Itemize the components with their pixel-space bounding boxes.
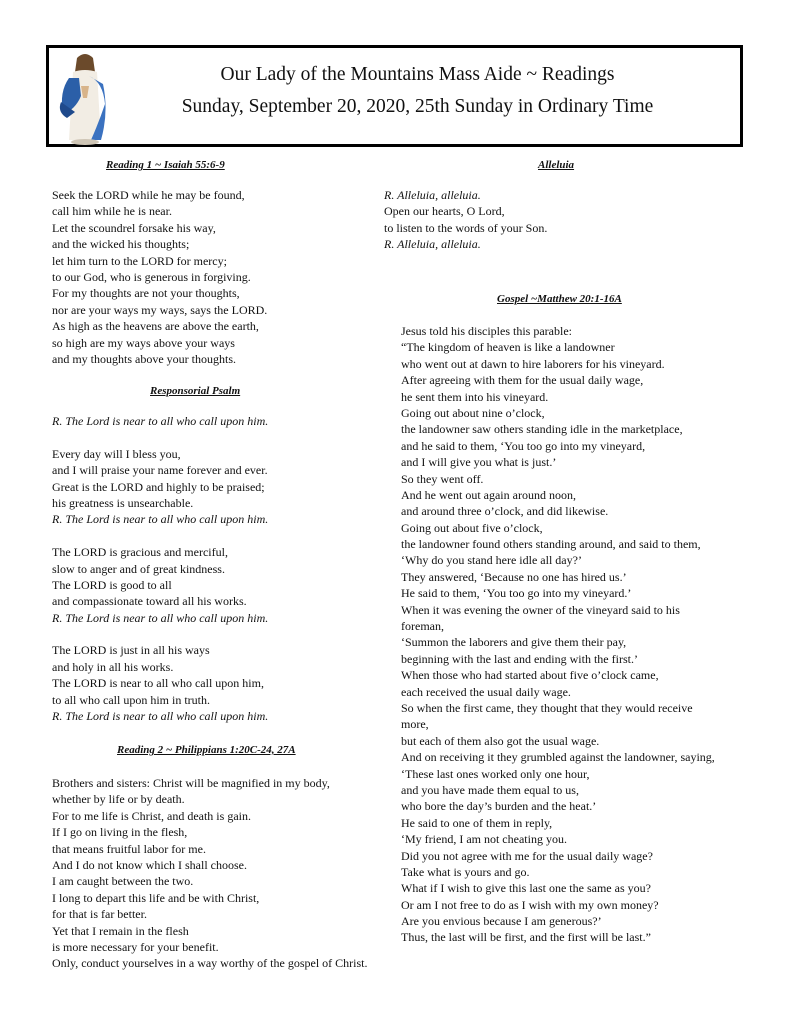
reading2-line: for that is far better.	[52, 907, 147, 922]
gospel-line: When those who had started about five o’clock came,	[401, 668, 659, 683]
page-title: Our Lady of the Mountains Mass Aide ~ Readings	[220, 64, 615, 85]
psalm-line: and I will praise your name forever and ever.	[52, 463, 268, 478]
gospel-line: Or am I not free to do as I wish with my own money?	[401, 897, 659, 912]
header-box	[46, 45, 743, 147]
alleluia-response: R. Alleluia, alleluia.	[384, 237, 481, 252]
gospel-line: Going out about five o’clock,	[401, 520, 543, 535]
gospel-heading: Gospel ~Matthew 20:1-16A	[497, 293, 622, 305]
psalm-line: slow to anger and of great kindness.	[52, 561, 225, 576]
reading2-line: I long to depart this life and be with Christ,	[52, 890, 260, 905]
reading2-line: I am caught between the two.	[52, 874, 194, 889]
psalm-line: Great is the LORD and highly to be praised;	[52, 479, 265, 494]
gospel-line: but each of them also got the usual wage.	[401, 733, 600, 748]
reading1-line: nor are your ways my ways, says the LORD.	[52, 302, 268, 317]
gospel-line: who went out at dawn to hire laborers for his vineyard.	[401, 356, 665, 371]
psalm-text	[52, 413, 268, 724]
gospel-line: beginning with the last and ending with the first.’	[401, 651, 638, 666]
gospel-line: and around three o’clock, and did likewise.	[401, 504, 609, 519]
reading1-line: so high are my ways above your ways	[52, 335, 235, 350]
psalm-line: The LORD is near to all who call upon him,	[52, 676, 264, 691]
gospel-line: When it was evening the owner of the vineyard said to his	[401, 602, 680, 617]
psalm-line: The LORD is gracious and merciful,	[52, 545, 228, 560]
date-line: Sunday, September 20, 2020, 25th Sunday in Ordinary Time	[181, 96, 654, 117]
reading1-line: call him while he is near.	[52, 204, 172, 219]
gospel-line: Take what is yours and go.	[401, 864, 530, 879]
gospel-line: the landowner saw others standing idle in the marketplace,	[401, 422, 683, 437]
reading1-line: Let the scoundrel forsake his way,	[52, 220, 216, 235]
gospel-line: Thus, the last will be first, and the first will be last.”	[401, 930, 651, 945]
gospel-line: the landowner found others standing around, and said to them,	[401, 537, 701, 552]
gospel-line: He said to one of them in reply,	[401, 815, 553, 830]
gospel-line: And on receiving it they grumbled against the landowner, saying,	[401, 750, 715, 765]
reading2-line: is more necessary for your benefit.	[52, 939, 219, 954]
reading2-text	[52, 775, 368, 972]
gospel-text	[401, 323, 715, 946]
psalm-response: R. The Lord is near to all who call upon him.	[52, 414, 269, 428]
reading2-line: whether by life or by death.	[52, 792, 185, 807]
psalm-line: his greatness is unsearchable.	[52, 495, 194, 510]
reading2-line: that means fruitful labor for me.	[52, 841, 206, 856]
reading1-line: and the wicked his thoughts;	[52, 237, 190, 252]
gospel-line: What if I wish to give this last one the same as you?	[401, 881, 651, 896]
reading2-line: If I go on living in the flesh,	[52, 825, 188, 840]
psalm-line: and holy in all his works.	[52, 659, 174, 674]
gospel-line: and you have made them equal to us,	[401, 782, 579, 797]
reading1-line: For my thoughts are not your thoughts,	[52, 286, 240, 301]
alleluia-text	[384, 187, 547, 253]
gospel-line: ‘These last ones worked only one hour,	[401, 766, 590, 781]
reading1-text	[52, 187, 267, 367]
psalm-heading: Responsorial Psalm	[150, 385, 241, 397]
reading1-line: Seek the LORD while he may be found,	[52, 188, 245, 202]
gospel-line: Jesus told his disciples this parable:	[401, 324, 572, 338]
reading1-line: let him turn to the LORD for mercy;	[52, 253, 227, 268]
gospel-line: foreman,	[401, 619, 444, 634]
reading2-line: And I do not know which I shall choose.	[52, 857, 247, 872]
gospel-line: who bore the day’s burden and the heat.’	[401, 799, 597, 814]
alleluia-line: to listen to the words of your Son.	[384, 220, 548, 235]
alleluia-line: Open our hearts, O Lord,	[384, 204, 505, 219]
gospel-line: Going out about nine o’clock,	[401, 405, 545, 420]
psalm-line: The LORD is good to all	[52, 577, 172, 592]
reading2-line: Only, conduct yourselves in a way worthy of the gospel of Christ.	[52, 956, 368, 971]
reading1-line: As high as the heavens are above the earth,	[52, 319, 259, 334]
gospel-line: So they went off.	[401, 471, 484, 486]
gospel-line: more,	[401, 717, 429, 732]
reading2-heading: Reading 2 ~ Philippians 1:20C-24, 27A	[117, 744, 296, 756]
psalm-response: R. The Lord is near to all who call upon him.	[52, 610, 269, 625]
gospel-line: he sent them into his vineyard.	[401, 389, 549, 404]
gospel-line: and I will give you what is just.’	[401, 455, 557, 470]
reading1-heading: Reading 1 ~ Isaiah 55:6-9	[106, 159, 225, 171]
gospel-line: He said to them, ‘You too go into my vineyard.’	[401, 586, 632, 601]
gospel-line: “The kingdom of heaven is like a landowner	[401, 340, 615, 355]
reading2-line: Brothers and sisters: Christ will be magnified in my body,	[52, 776, 330, 790]
gospel-line: each received the usual daily wage.	[401, 684, 571, 699]
gospel-line: Did you not agree with me for the usual daily wage?	[401, 848, 653, 863]
psalm-line: The LORD is just in all his ways	[52, 643, 210, 658]
gospel-line: ‘Why do you stand here idle all day?’	[401, 553, 582, 568]
gospel-line: and he said to them, ‘You too go into my vineyard,	[401, 438, 646, 453]
psalm-line: Every day will I bless you,	[52, 446, 181, 461]
reading1-line: to our God, who is generous in forgiving.	[52, 269, 251, 284]
alleluia-heading: Alleluia	[538, 159, 575, 171]
reading2-line: Yet that I remain in the flesh	[52, 923, 189, 938]
psalm-line: and compassionate toward all his works.	[52, 594, 247, 609]
psalm-line: to all who call upon him in truth.	[52, 692, 210, 707]
gospel-line: So when the first came, they thought that they would receive	[401, 700, 693, 715]
gospel-line: And he went out again around noon,	[401, 487, 576, 502]
gospel-line: ‘My friend, I am not cheating you.	[401, 832, 567, 847]
gospel-line: After agreeing with them for the usual daily wage,	[401, 373, 644, 388]
gospel-line: They answered, ‘Because no one has hired us.’	[401, 569, 627, 584]
psalm-response: R. The Lord is near to all who call upon him.	[52, 512, 269, 527]
psalm-response: R. The Lord is near to all who call upon him.	[52, 709, 269, 724]
gospel-line: ‘Summon the laborers and give them their pay,	[401, 635, 627, 650]
reading2-line: For to me life is Christ, and death is gain.	[52, 808, 251, 823]
alleluia-response: R. Alleluia, alleluia.	[384, 188, 481, 202]
gospel-line: Are you envious because I am generous?’	[401, 914, 602, 929]
reading1-line: and my thoughts above your thoughts.	[52, 351, 236, 366]
